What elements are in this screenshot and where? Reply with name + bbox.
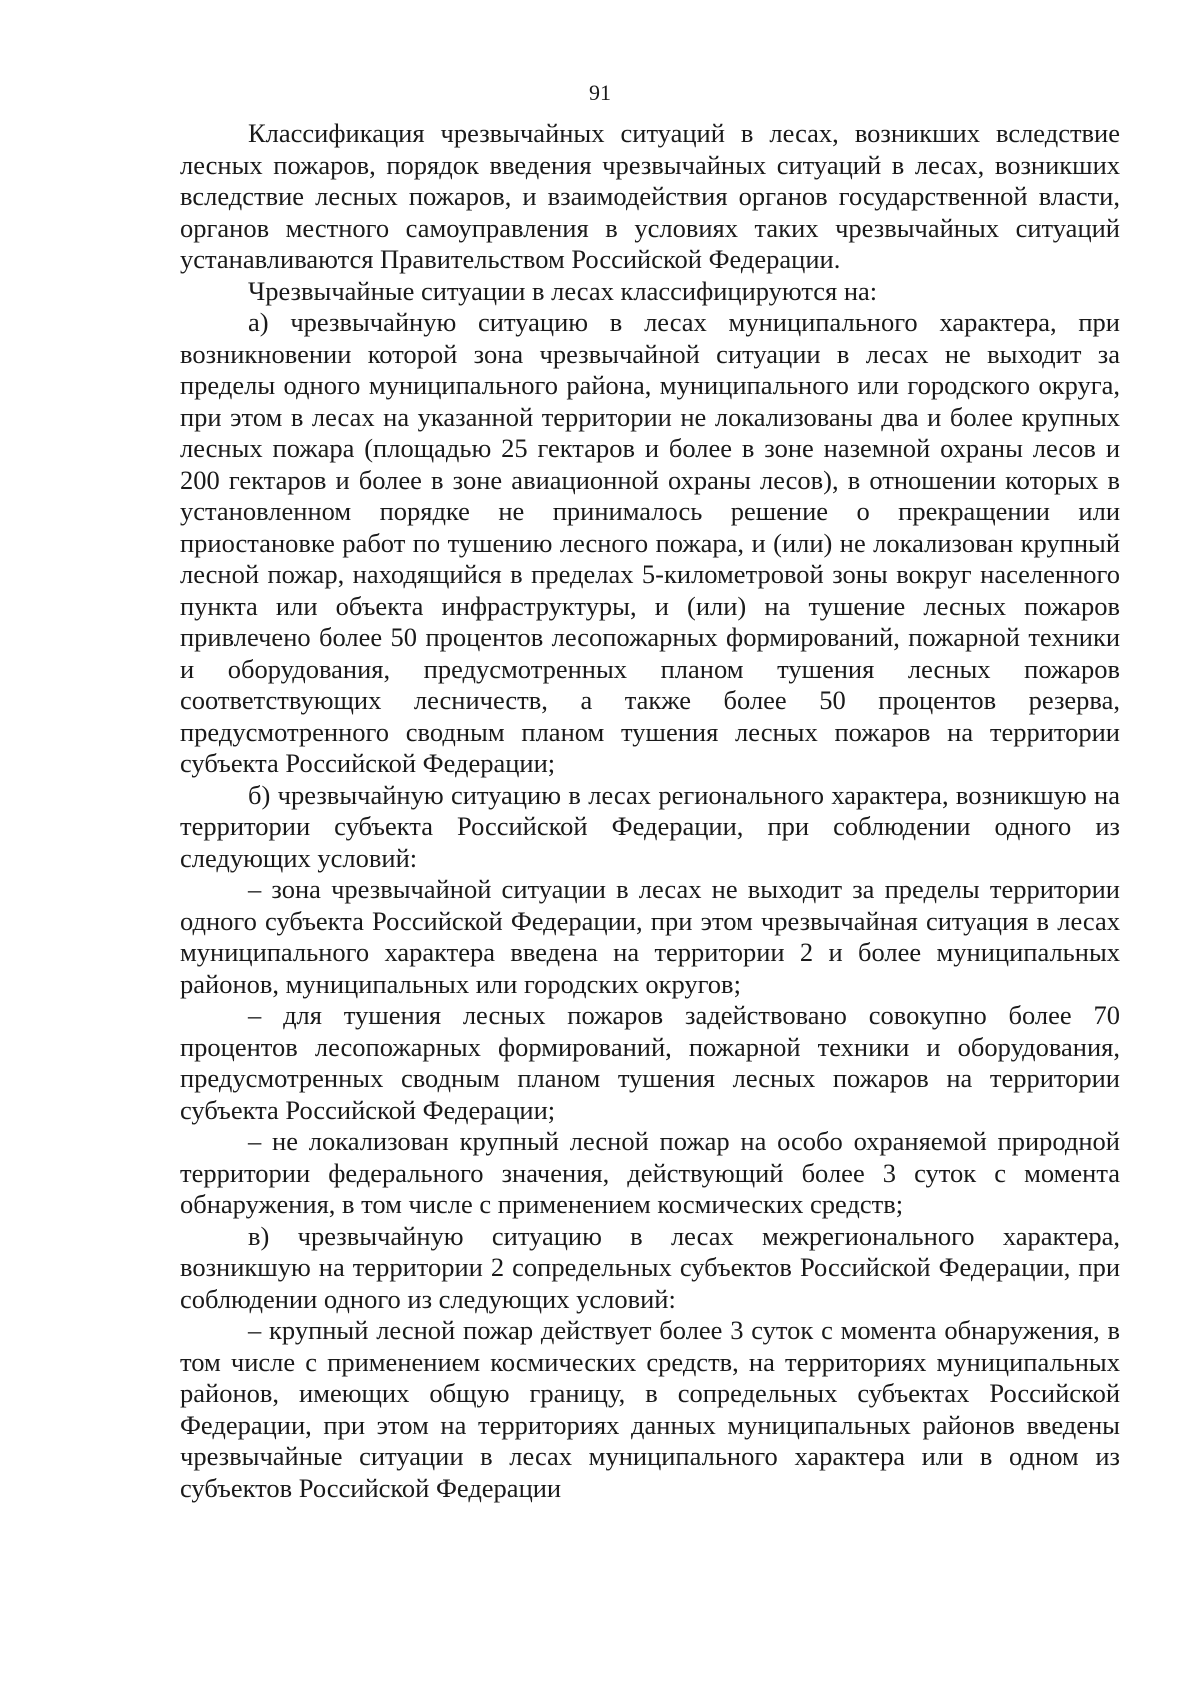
paragraph-classification: Чрезвычайные ситуации в лесах классифицируются на: — [248, 275, 878, 306]
paragraph-item-a-municipal: а) чрезвычайную ситуацию в лесах муниципального характера, при возникновении которой зона чрезвычайной ситуации в лесах не выходит за пределы одного муниципального района, муниципального или городского округа, при этом в лесах на указанной территории не локализованы два и более крупных лесных пожара (площадью 25 гектаров и более в зоне наземной охраны лесов и 200 гектаров и более в зоне авиационной охраны лесов), в отношении которых в установленном порядке не принималось решение о прекращении или приостановке работ по тушению лесного пожара, и (или) не локализован крупный лесной пожар, находящийся в пределах 5-километровой зоны вокруг населенного пункта или объекта инфраструктуры, и (или) на тушение лесных пожаров привлечено более 50 процентов лесопожарных формирований, пожарной техники и оборудования, предусмотренных планом тушения лесных пожаров соответствующих лесничеств, а также более 50 процентов резерва, предусмотренного сводным планом тушения лесных пожаров на территории субъекта Российской Федерации; — [180, 307, 1120, 778]
paragraph-condition-large-fire: – крупный лесной пожар действует более 3 суток с момента обнаружения, в том числе с применением космических средств, на территориях муниципальных районов, имеющих общую границу, в сопредельных субъектах Российской Федерации, при этом на территориях данных муниципальных районов введены чрезвычайные ситуации в лесах муниципального характера или в одном из субъектов Российской Федерации — [180, 1315, 1120, 1503]
paragraph-item-v-interregional: в) чрезвычайную ситуацию в лесах межрегионального характера, возникшую на территории 2 сопредельных субъектов Российской Федерации, при соблюдении одного из следующих условий: — [180, 1220, 1120, 1314]
document-body — [180, 118, 1120, 1504]
paragraph-condition-zone: – зона чрезвычайной ситуации в лесах не выходит за пределы территории одного субъекта Российской Федерации, при этом чрезвычайная ситуация в лесах муниципального характера введена на территории 2 и более муниципальных районов, муниципальных или городских округов; — [180, 874, 1120, 999]
page-number: 91 — [589, 80, 611, 105]
paragraph-condition-resources: – для тушения лесных пожаров задействовано совокупно более 70 процентов лесопожарных формирований, пожарной техники и оборудования, предусмотренных сводным планом тушения лесных пожаров на территории субъекта Российской Федерации; — [180, 1000, 1120, 1125]
paragraph-item-b-regional: б) чрезвычайную ситуацию в лесах регионального характера, возникшую на территории субъекта Российской Федерации, при соблюдении одного из следующих условий: — [180, 779, 1120, 873]
paragraph-condition-protected-area: – не локализован крупный лесной пожар на особо охраняемой природной территории федерального значения, действующий более 3 суток с момента обнаружения, в том числе с применением космических средств; — [180, 1126, 1120, 1219]
paragraph-intro: Классификация чрезвычайных ситуаций в лесах, возникших вследствие лесных пожаров, порядок введения чрезвычайных ситуаций в лесах, возникших вследствие лесных пожаров, и взаимодействия органов государственной власти, органов местного самоуправления в условиях таких чрезвычайных ситуаций устанавливаются Правительством Российской Федерации. — [180, 118, 1120, 274]
